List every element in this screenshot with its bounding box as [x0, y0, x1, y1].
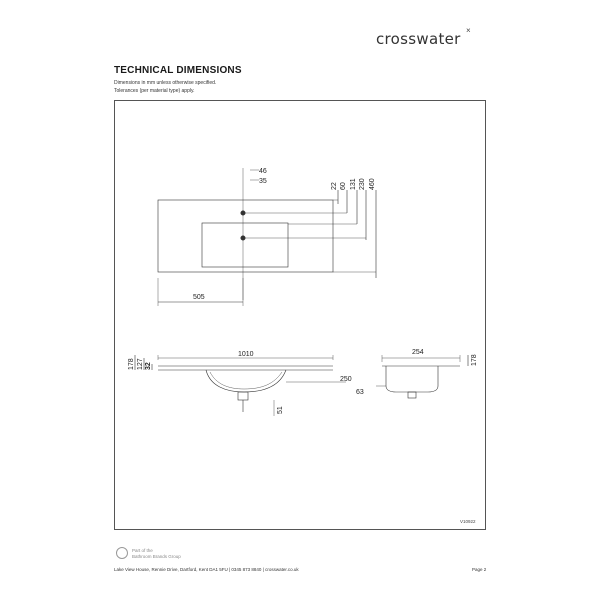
- plan-dim-5: 460: [369, 178, 376, 190]
- side-waste-offset-label: 63: [356, 389, 364, 396]
- brand-mark-icon: ×: [466, 26, 471, 35]
- plan-dim-2: 60: [340, 182, 347, 190]
- section-title: TECHNICAL DIMENSIONS: [114, 65, 242, 76]
- units-note: Dimensions in mm unless otherwise specified.: [114, 80, 217, 86]
- plan-basin-outline: [158, 200, 333, 272]
- plan-dim-4: 230: [359, 178, 366, 190]
- front-height-bowl-label: 32: [145, 362, 152, 370]
- plan-dim-3: 131: [350, 178, 357, 190]
- front-width-label: 1010: [238, 351, 254, 358]
- plan-dim-1: 22: [331, 182, 338, 190]
- side-depth-label: 254: [412, 349, 424, 356]
- technical-drawing: [114, 100, 486, 530]
- front-height-rim-label: 127: [137, 358, 144, 370]
- plan-hole-inner-label: 35: [259, 178, 267, 185]
- brand-logo: crosswater: [376, 30, 461, 48]
- front-waste: [238, 392, 248, 400]
- page-number: Page 2: [472, 567, 487, 572]
- plan-hole-outer-label: 46: [259, 168, 267, 175]
- tolerance-note: Tolerances (per material type) apply.: [114, 88, 195, 94]
- plan-offset-label: 505: [193, 294, 205, 301]
- group-line-2: Bathroom Brands Group: [132, 554, 181, 559]
- front-height-total-label: 178: [128, 358, 135, 370]
- footer-address: Lake View House, Rennie Drive, Dartford, Kent DA1 5FU | 0345 873 8840 | crosswater.co.uk: [114, 567, 299, 572]
- group-line-1: Part of the: [132, 548, 153, 553]
- drawing-reference: V10922: [460, 519, 476, 524]
- side-waste: [408, 392, 416, 398]
- front-bowl-profile: [206, 370, 286, 392]
- side-height-label: 178: [471, 354, 478, 366]
- front-bowl-depth-label: 250: [340, 376, 352, 383]
- side-bowl-profile: [386, 366, 438, 392]
- group-logo-icon: [116, 547, 128, 559]
- plan-bowl-outline: [202, 223, 288, 267]
- front-waste-height-label: 51: [277, 406, 284, 414]
